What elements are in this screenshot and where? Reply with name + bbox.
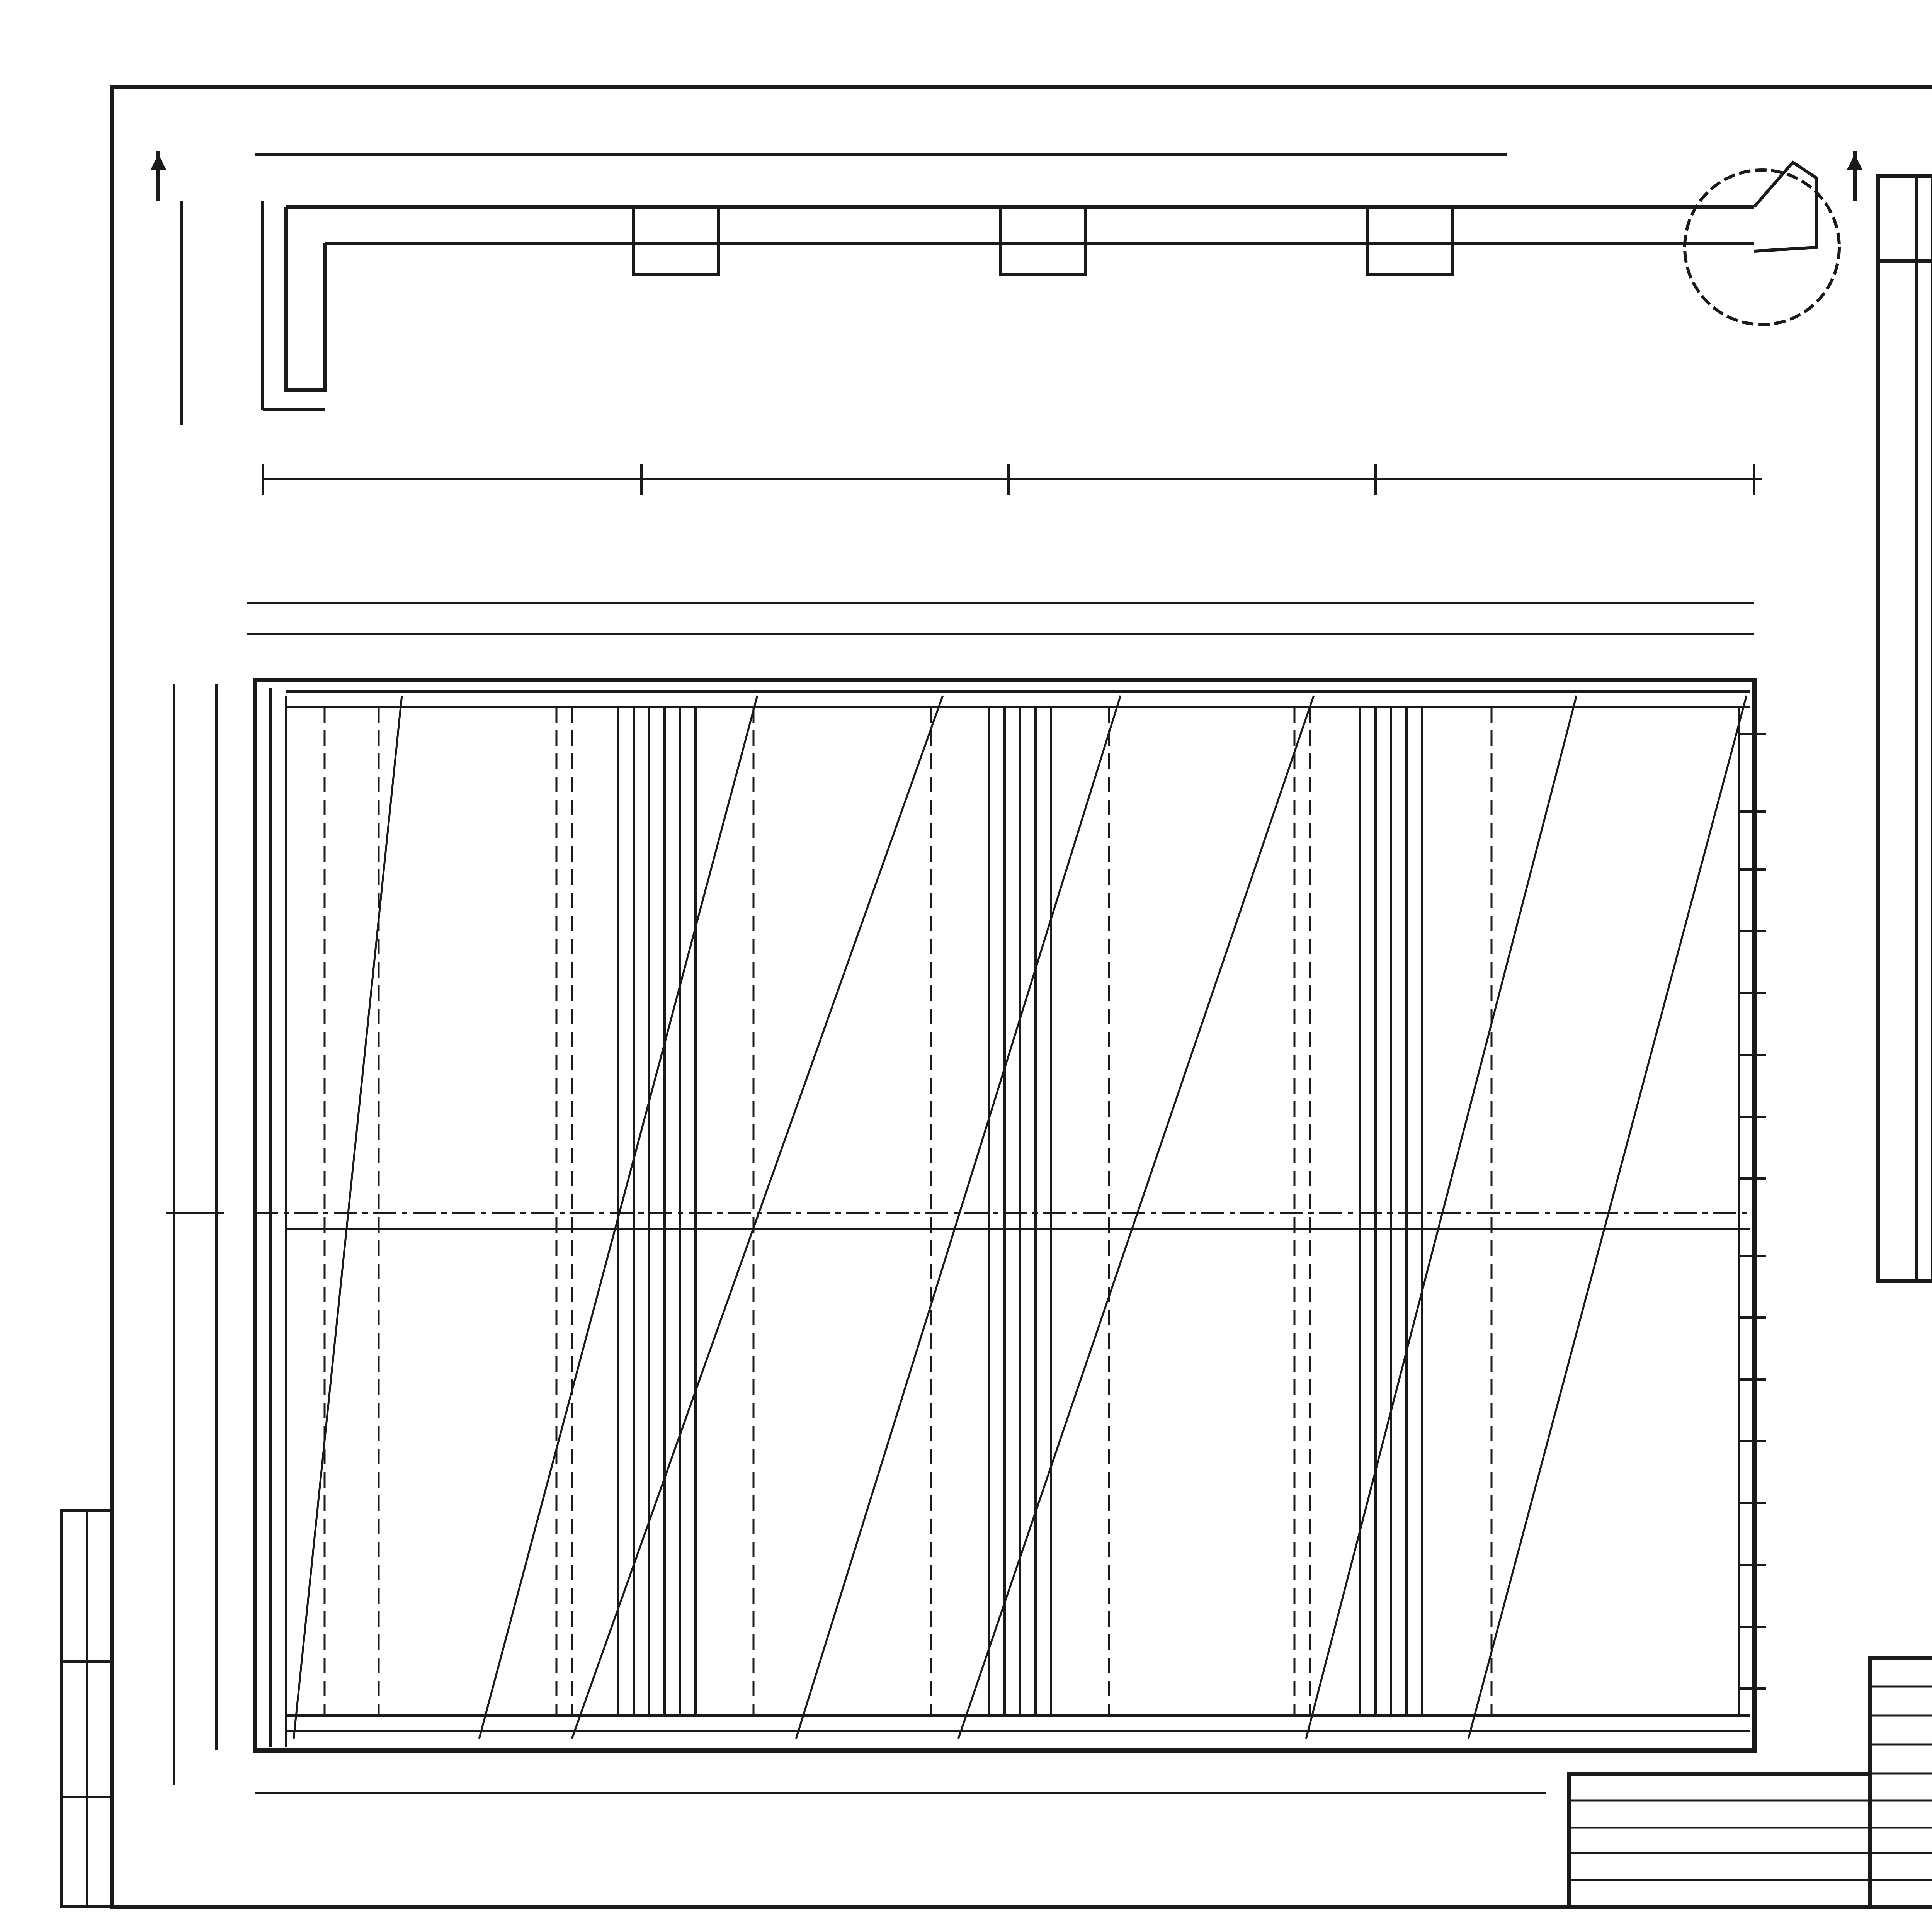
spec-table (1878, 176, 1932, 1281)
top-plan (151, 151, 1862, 495)
title-block (1569, 1658, 1932, 1907)
section-drawing (166, 603, 1766, 1793)
side-stamp (62, 1511, 112, 1907)
sheet-frame (112, 87, 1932, 1907)
